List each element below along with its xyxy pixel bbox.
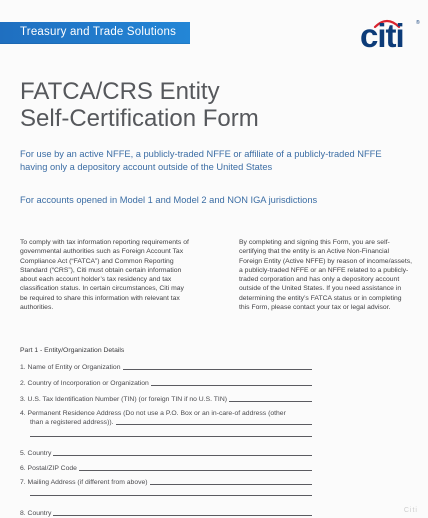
field-country-incorporation-label: 2. Country of Incorporation or Organization [20,380,149,387]
intro-paragraph-2: For accounts opened in Model 1 and Model 2 and NON IGA jurisdictions [20,195,318,205]
field-mailing-address-line-2[interactable] [30,495,312,496]
field-permanent-address-line-1[interactable] [116,424,313,425]
brand-band-text: Treasury and Trade Solutions [20,26,177,38]
field-mailing-address-label: 7. Mailing Address (if different from above) [20,479,148,486]
field-postal-code[interactable] [20,462,312,472]
field-permanent-address-label: 4. Permanent Residence Address (Do not use a P.O. Box or an in-care-of address (other [20,410,286,417]
field-permanent-address-cont[interactable] [30,416,312,426]
field-us-tin-label: 3. U.S. Tax Identification Number (TIN) (or foreign TIN if no U.S. TIN) [20,396,227,403]
field-postal-code-line[interactable] [79,470,312,471]
field-entity-name[interactable] [20,361,312,371]
intro-paragraph: For use by an active NFFE, a publicly-traded NFFE or affiliate of a publicly-traded NFFE having only a depository account outside of the United States [20,149,382,172]
info-columns [20,238,412,312]
column-left: To comply with tax information reporting requirements of governmental authorities such as Foreign Account Tax Compliance Act (“FATCA”) and Common Reporting Standard (“CRS”), Citi must obtain certain information about each account holder’s tax residency and tax classification status. In certain circumstances, Citi may be required to share this information with relevant tax authorities. [20,239,189,311]
field-country-incorporation-line[interactable] [151,385,312,386]
field-mailing-country-line[interactable] [53,515,312,516]
field-country-incorporation[interactable] [20,377,312,387]
field-permanent-address-line-2[interactable] [30,436,312,437]
field-mailing-address[interactable] [20,476,312,486]
field-country-line[interactable] [53,455,312,456]
registered-mark: ® [416,20,420,26]
part-1-title: Part 1 - Entity/Organization Details [20,347,125,354]
field-entity-name-line[interactable] [123,369,313,370]
title-line-2: Self-Certification Form [20,105,259,132]
field-permanent-address-label-cont: than a registered address)). [30,419,114,426]
field-mailing-address-line-1[interactable] [150,484,312,485]
field-us-tin-line[interactable] [229,401,312,402]
field-postal-code-label: 6. Postal/ZIP Code [20,465,77,472]
citi-logo [360,16,420,52]
field-entity-name-label: 1. Name of Entity or Organization [20,364,121,371]
form-title [20,78,259,132]
brand-band [0,22,190,44]
title-line-1: FATCA/CRS Entity [20,78,220,105]
field-us-tin[interactable] [20,393,312,403]
logo-word: citi [360,17,404,54]
watermark-text: Citi [403,507,418,514]
field-mailing-country[interactable] [20,507,312,517]
field-country[interactable] [20,447,312,457]
column-right: By completing and signing this Form, you are self-certifying that the entity is an Active Non-Financial Foreign Entity (Active NFFE) by reason of income/assets, a publicly-traded NFFE or an NFFE related to a publicly-traded corporation and has only a depository account outside of the United States. If you need assistance in determining the entity’s FATCA status or in completing this Form, please contact your tax or legal advisor. [239,239,413,311]
field-mailing-country-label: 8. Country [20,510,52,517]
field-country-label: 5. Country [20,450,52,457]
